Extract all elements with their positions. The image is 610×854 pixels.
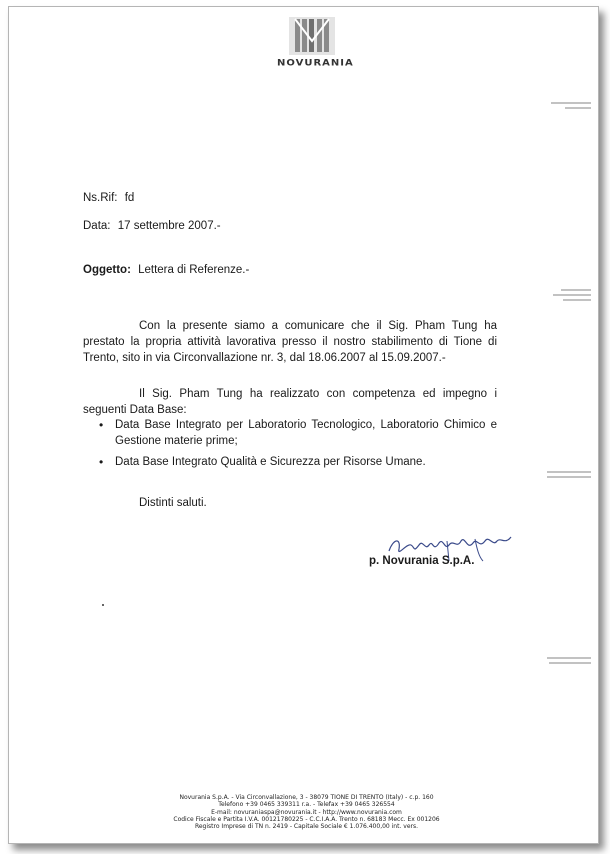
- date-label: Data:: [83, 220, 111, 232]
- list-item: • Data Base Integrato per Laboratorio Tecnologico, Laboratorio Chimico e Gestione materie prime;: [97, 417, 497, 449]
- list-item: • Data Base Integrato Qualità e Sicurezza per Risorse Umane.: [97, 454, 497, 470]
- body-paragraph-1: Con la presente siamo a comunicare che il Sig. Pham Tung ha prestato la propria attività lavorativa presso il nostro stabilimento di Tione di Trento, sito in via Circonvallazione nr. 3, dal 18.06.2007 al 15.09.2007.-: [83, 320, 497, 364]
- subject-label: Oggetto:: [83, 264, 131, 276]
- reference-label: Ns.Rif:: [83, 192, 118, 204]
- date-value: 17 settembre 2007.-: [117, 220, 221, 232]
- reference-value: fd: [124, 192, 135, 204]
- subject-value: Lettera di Referenze.-: [138, 264, 250, 276]
- brand-name: NOVURANIA: [277, 58, 354, 69]
- letter-page: [8, 6, 599, 844]
- novurania-logo-icon: [289, 17, 335, 55]
- footer-line: Registro Imprese di TN n. 2419 - Capitale Sociale € 1.076.400,00 int. vers.: [194, 823, 419, 831]
- speck: [102, 604, 104, 606]
- footer-line: Telefono +39 0465 339311 r.a. - Telefax +39 0465 326554: [218, 801, 395, 809]
- margin-faded-text: [535, 655, 591, 667]
- footer-line: Novurania S.p.A. - Via Circonvallazione, 3 - 38079 TIONE DI TRENTO (Italy) - c.p. 160: [179, 794, 434, 801]
- margin-faded-text: [535, 469, 591, 481]
- margin-faded-text: [535, 287, 591, 304]
- signer-name: p. Novurania S.p.A.: [369, 555, 475, 567]
- body-paragraph-2: Il Sig. Pham Tung ha realizzato con competenza ed impegno i seguenti Data Base:: [83, 388, 497, 416]
- closing-salutation: Distinti saluti.: [139, 497, 207, 509]
- date-line: [83, 218, 221, 234]
- reference-line: [83, 190, 134, 206]
- company-footer: [109, 794, 504, 830]
- database-list: [97, 417, 497, 475]
- company-logo: [277, 17, 354, 69]
- footer-line: Codice Fiscale e Partita I.V.A. 00121780225 - C.C.I.A.A. Trento n. 68183 Mecc. Ex 001206: [173, 815, 440, 823]
- margin-faded-text: [535, 100, 591, 112]
- subject-line: [83, 262, 249, 278]
- footer-line: E-mail: novuraniaspa@novurania.it - http://www.novurania.com: [211, 808, 402, 816]
